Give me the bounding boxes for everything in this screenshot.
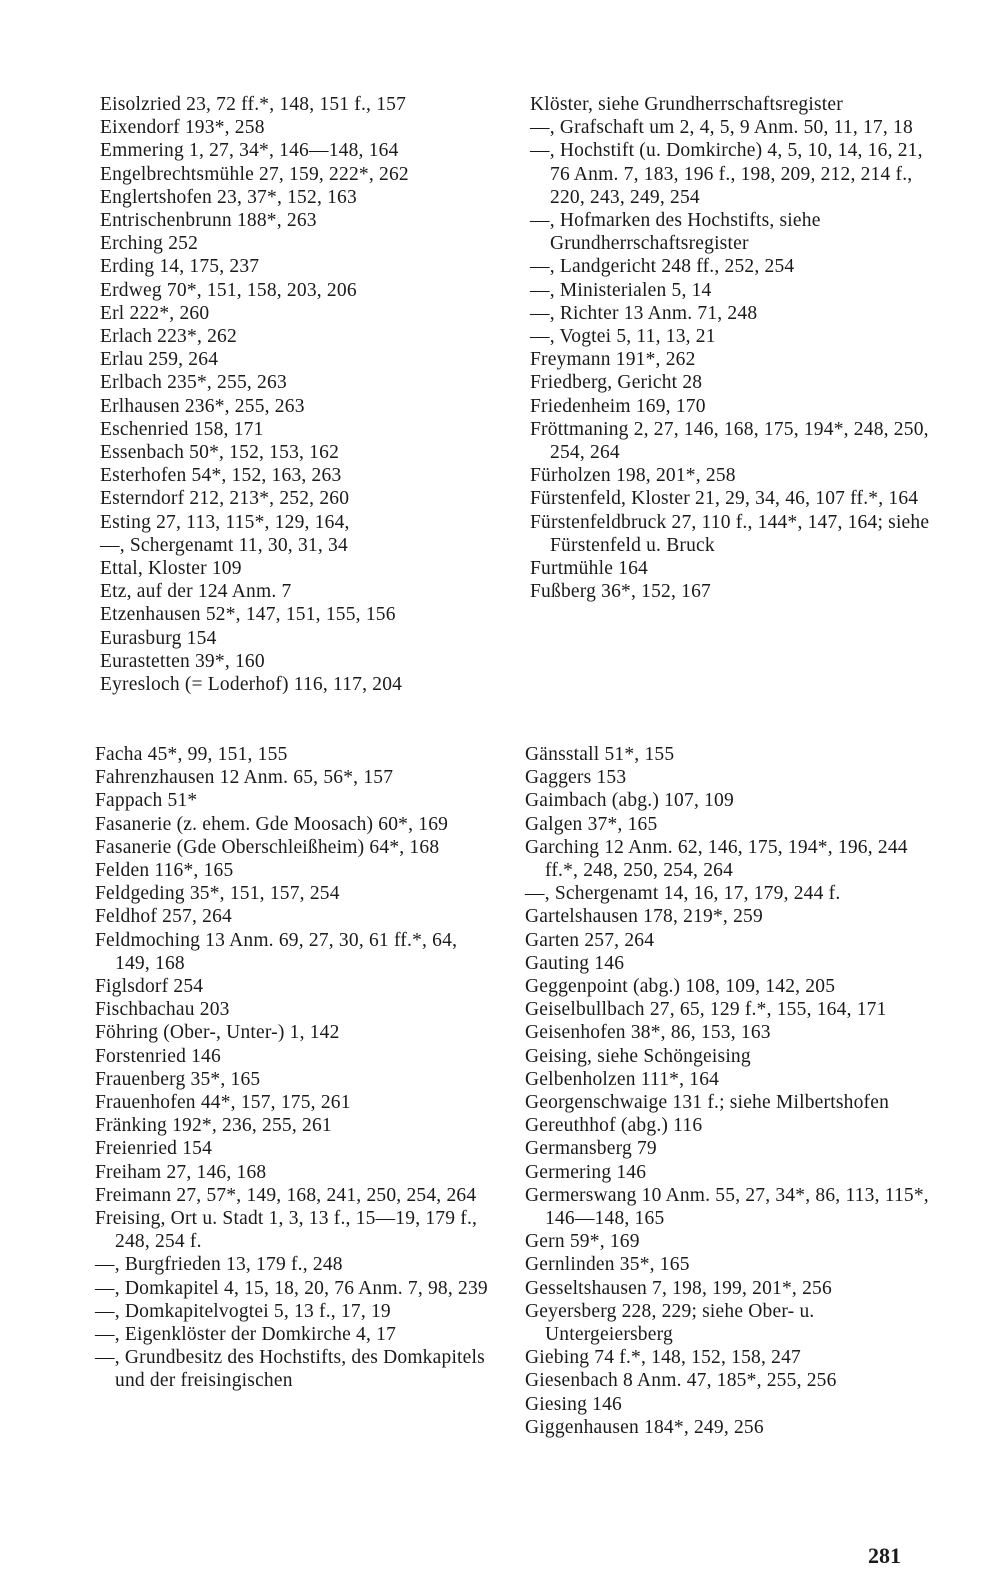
- index-entry: Erlbach 235*, 255, 263: [100, 372, 287, 394]
- index-entry: Galgen 37*, 165: [525, 813, 658, 835]
- index-entry: Ettal, Kloster 109: [100, 558, 242, 580]
- index-entry: Fahrenzhausen 12 Anm. 65, 56*, 157: [95, 767, 394, 789]
- index-entry: Freiham 27, 146, 168: [95, 1161, 267, 1183]
- index-entry: Giebing 74 f.*, 148, 152, 158, 247: [525, 1347, 801, 1369]
- index-entry: Eisolzried 23, 72 ff.*, 148, 151 f., 157: [100, 94, 407, 115]
- index-entry: Fischbachau 203: [95, 999, 230, 1021]
- index-entry: Figlsdorf 254: [95, 976, 204, 998]
- index-entry: —, Burgfrieden 13, 179 f., 248: [95, 1254, 343, 1276]
- index-entry: Eyresloch (= Loderhof) 116, 117, 204: [100, 674, 403, 696]
- index-entry: Geiselbullbach 27, 65, 129 f.*, 155, 164, 171: [525, 999, 887, 1021]
- index-entry: Klöster, siehe Grundherrschaftsregister: [530, 94, 843, 115]
- index-entry: —, Schergenamt 11, 30, 31, 34: [100, 534, 348, 556]
- index-entry: Fürstenfeld, Kloster 21, 29, 34, 46, 107 ff.*, 164: [530, 488, 919, 510]
- index-entry: Giggenhausen 184*, 249, 256: [525, 1416, 764, 1438]
- index-entry: Gereuthhof (abg.) 116: [525, 1115, 703, 1137]
- index-entry: Engelbrechtsmühle 27, 159, 222*, 262: [100, 163, 409, 185]
- index-column-g: [525, 743, 930, 1439]
- index-entry: —, Vogtei 5, 11, 13, 21: [530, 326, 716, 348]
- index-entry: Freimann 27, 57*, 149, 168, 241, 250, 254, 264: [95, 1184, 477, 1206]
- index-entry: Freymann 191*, 262: [530, 349, 696, 371]
- index-entry: Gesseltshausen 7, 198, 199, 201*, 256: [525, 1277, 832, 1299]
- index-entry: Felden 116*, 165: [95, 860, 234, 882]
- index-entry: Fappach 51*: [95, 790, 198, 812]
- index-entry: Gaimbach (abg.) 107, 109: [525, 790, 734, 812]
- index-entry: Emmering 1, 27, 34*, 146—148, 164: [100, 140, 399, 162]
- index-entry: Erlhausen 236*, 255, 263: [100, 395, 305, 417]
- index-entry: Erdweg 70*, 151, 158, 203, 206: [100, 279, 357, 301]
- index-entry: Georgenschwaige 131 f.; siehe Milbertshofen: [525, 1092, 890, 1114]
- index-entry: Eixendorf 193*, 258: [100, 117, 265, 139]
- index-entry: Germering 146: [525, 1161, 647, 1183]
- index-entry: Gauting 146: [525, 952, 625, 974]
- index-entry: Freising, Ort u. Stadt 1, 3, 13 f., 15—19, 179 f., 248, 254 f.: [95, 1208, 478, 1253]
- index-entry: Esting 27, 113, 115*, 129, 164,: [100, 511, 350, 533]
- index-entry: Eschenried 158, 171: [100, 418, 264, 440]
- index-entry: Erding 14, 175, 237: [100, 256, 260, 278]
- index-entry: Esterndorf 212, 213*, 252, 260: [100, 488, 350, 510]
- index-entry: Erlach 223*, 262: [100, 326, 237, 348]
- index-entry: Freienried 154: [95, 1138, 213, 1160]
- index-entry: Fürstenfeldbruck 27, 110 f., 144*, 147, 164; siehe Fürstenfeld u. Bruck: [530, 511, 930, 556]
- index-entry: Erching 252: [100, 233, 199, 255]
- index-entry: Feldhof 257, 264: [95, 906, 232, 928]
- index-entry: Garching 12 Anm. 62, 146, 175, 194*, 196, 244 ff.*, 248, 250, 254, 264: [525, 836, 908, 882]
- index-entry: Esterhofen 54*, 152, 163, 263: [100, 465, 342, 487]
- index-entry: Geggenpoint (abg.) 108, 109, 142, 205: [525, 976, 836, 998]
- index-entry: Friedenheim 169, 170: [530, 395, 706, 417]
- index-entry: Garten 257, 264: [525, 929, 655, 951]
- index-entry: —, Landgericht 248 ff., 252, 254: [530, 256, 795, 278]
- index-entry: —, Grafschaft um 2, 4, 5, 9 Anm. 50, 11, 17, 18: [530, 117, 913, 139]
- index-entry: —, Schergenamt 14, 16, 17, 179, 244 f.: [525, 883, 841, 905]
- index-entry: Gänsstall 51*, 155: [525, 744, 675, 765]
- index-entry: —, Richter 13 Anm. 71, 248: [530, 302, 758, 324]
- index-column-e: [100, 93, 500, 696]
- index-entry: —, Domkapitelvogtei 5, 13 f., 17, 19: [95, 1300, 391, 1322]
- index-entry: Fröttmaning 2, 27, 146, 168, 175, 194*, 248, 250, 254, 264: [530, 418, 929, 464]
- index-entry: Etz, auf der 124 Anm. 7: [100, 581, 292, 603]
- index-entry: Essenbach 50*, 152, 153, 162: [100, 442, 340, 464]
- index-entry: Geyersberg 228, 229; siehe Ober- u. Untergeiersberg: [525, 1300, 815, 1346]
- index-entry: Frauenberg 35*, 165: [95, 1068, 261, 1090]
- page-number: 281: [868, 1543, 901, 1568]
- index-entry: Etzenhausen 52*, 147, 151, 155, 156: [100, 604, 396, 626]
- index-entry: Feldgeding 35*, 151, 157, 254: [95, 883, 340, 905]
- index-entry: Facha 45*, 99, 151, 155: [95, 744, 288, 765]
- index-entry: —, Hochstift (u. Domkirche) 4, 5, 10, 14, 16, 21, 76 Anm. 7, 183, 196 f., 198, 209, 212, 214 f., 220, 243, 249, 254: [530, 140, 923, 208]
- index-entry: Frauenhofen 44*, 157, 175, 261: [95, 1092, 351, 1114]
- index-entry: Geising, siehe Schöngeising: [525, 1045, 751, 1067]
- index-entry: Fürholzen 198, 201*, 258: [530, 465, 736, 487]
- index-entry: Fußberg 36*, 152, 167: [530, 581, 711, 603]
- index-entry: Giesing 146: [525, 1393, 622, 1415]
- index-entry: Erlau 259, 264: [100, 349, 219, 371]
- index-entry: Entrischenbrunn 188*, 263: [100, 210, 317, 232]
- index-entry: Forstenried 146: [95, 1045, 221, 1067]
- index-column-f-continued: [530, 93, 930, 603]
- index-entry: Germerswang 10 Anm. 55, 27, 34*, 86, 113, 115*, 146—148, 165: [525, 1184, 929, 1230]
- index-entry: Giesenbach 8 Anm. 47, 185*, 255, 256: [525, 1370, 837, 1392]
- index-entry: Fränking 192*, 236, 255, 261: [95, 1115, 332, 1137]
- index-entry: Eurasburg 154: [100, 627, 217, 649]
- index-entry: Erl 222*, 260: [100, 302, 210, 324]
- index-entry: Feldmoching 13 Anm. 69, 27, 30, 61 ff.*, 64, 149, 168: [95, 929, 458, 974]
- index-entry: —, Grundbesitz des Hochstifts, des Domkapitels und der freisingischen: [95, 1347, 485, 1392]
- index-entry: Furtmühle 164: [530, 558, 648, 580]
- index-entry: —, Domkapitel 4, 15, 18, 20, 76 Anm. 7, 98, 239: [95, 1277, 488, 1299]
- index-entry: Geisenhofen 38*, 86, 153, 163: [525, 1022, 771, 1044]
- index-entry: Gaggers 153: [525, 767, 627, 789]
- index-entry: Englertshofen 23, 37*, 152, 163: [100, 186, 357, 208]
- index-column-f: [95, 743, 495, 1393]
- index-entry: Gern 59*, 169: [525, 1231, 640, 1253]
- index-entry: Germansberg 79: [525, 1138, 657, 1160]
- index-entry: Friedberg, Gericht 28: [530, 372, 703, 394]
- index-entry: —, Ministerialen 5, 14: [530, 279, 712, 301]
- index-entry: Föhring (Ober-, Unter-) 1, 142: [95, 1022, 340, 1044]
- index-entry: Fasanerie (z. ehem. Gde Moosach) 60*, 169: [95, 813, 449, 835]
- index-entry: Eurastetten 39*, 160: [100, 650, 265, 672]
- index-entry: Gernlinden 35*, 165: [525, 1254, 690, 1276]
- index-entry: Gartelshausen 178, 219*, 259: [525, 906, 763, 928]
- index-entry: Fasanerie (Gde Oberschleißheim) 64*, 168: [95, 836, 440, 858]
- index-entry: —, Hofmarken des Hochstifts, siehe Grundherrschaftsregister: [530, 210, 821, 255]
- index-entry: Gelbenholzen 111*, 164: [525, 1068, 720, 1090]
- index-entry: —, Eigenklöster der Domkirche 4, 17: [95, 1324, 397, 1346]
